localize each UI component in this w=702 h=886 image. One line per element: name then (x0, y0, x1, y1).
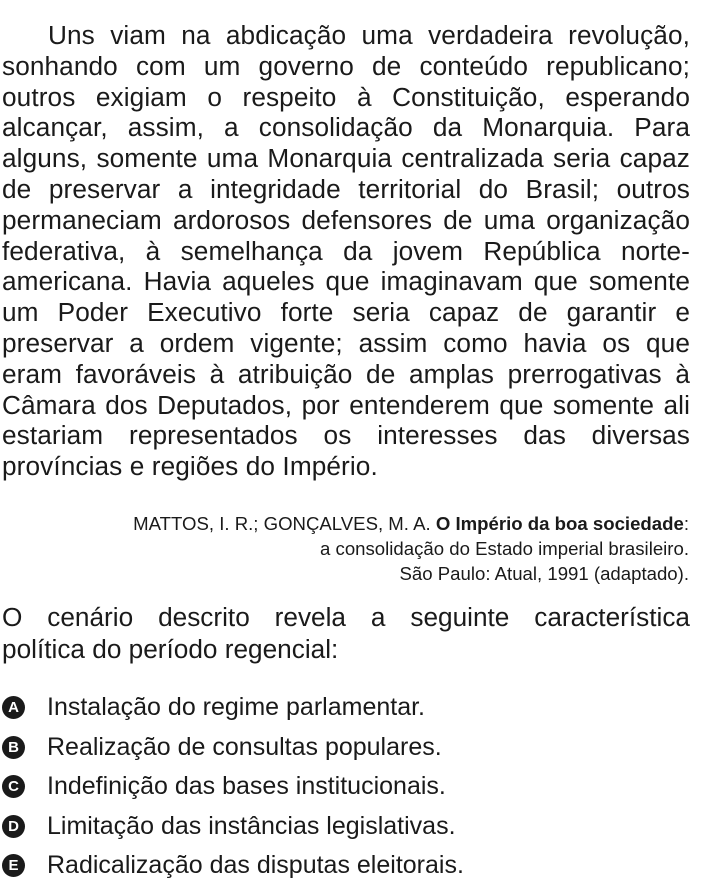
answer-options (2, 688, 692, 886)
option-d-letter-badge: D (2, 815, 25, 838)
citation-publication: São Paulo: Atual, 1991 (adaptado). (399, 563, 689, 584)
option-a-letter-badge: A (2, 696, 25, 719)
citation-line-1 (9, 511, 689, 536)
option-a[interactable] (2, 688, 692, 728)
citation-authors: MATTOS, I. R.; GONÇALVES, M. A. (133, 513, 436, 534)
question-stem (2, 601, 690, 665)
passage-text: Uns viam na abdicação uma verdadeira revolução, sonhando com um governo de conteúdo republicano; outros exigiam o respeito à Constituição, esperando alcançar, assim, a consolidação da Monarquia. Para alguns, somente uma Monarquia centralizada seria capaz de preservar a integridade territorial do Brasil; outros permaneciam ardorosos defensores de uma organização federativa, à semelhança da jovem República norte-americana. Havia aqueles que imaginavam que somente um Poder Executivo forte seria capaz de garantir e preservar a ordem vigente; assim como havia os que eram favoráveis à atribuição de amplas prerrogativas à Câmara dos Deputados, por entenderem que somente ali estariam representados os interesses das diversas províncias e regiões do Império. (2, 20, 690, 482)
question-line-2: política do período regencial: (2, 634, 339, 664)
citation-subtitle: a consolidação do Estado imperial brasileiro. (320, 538, 689, 559)
option-e-text: Radicalização das disputas eleitorais. (47, 851, 464, 880)
option-c-text: Indefinição das bases institucionais. (47, 772, 446, 801)
option-d-text: Limitação das instâncias legislativas. (47, 811, 456, 840)
option-c-letter-badge: C (2, 775, 25, 798)
option-c[interactable] (2, 767, 692, 807)
citation-title: O Império da boa sociedade (435, 513, 684, 534)
option-a-text: Instalação do regime parlamentar. (47, 693, 425, 722)
option-b-letter-badge: B (2, 736, 25, 759)
option-e-letter-badge: E (2, 854, 25, 877)
option-e[interactable] (2, 846, 692, 886)
option-b-text: Realização de consultas populares. (47, 732, 442, 761)
option-b[interactable] (2, 728, 692, 768)
citation (9, 511, 689, 586)
citation-colon: : (683, 513, 689, 534)
question-line-1: O cenário descrito revela a seguinte característica (2, 602, 690, 632)
option-d[interactable] (2, 807, 692, 847)
